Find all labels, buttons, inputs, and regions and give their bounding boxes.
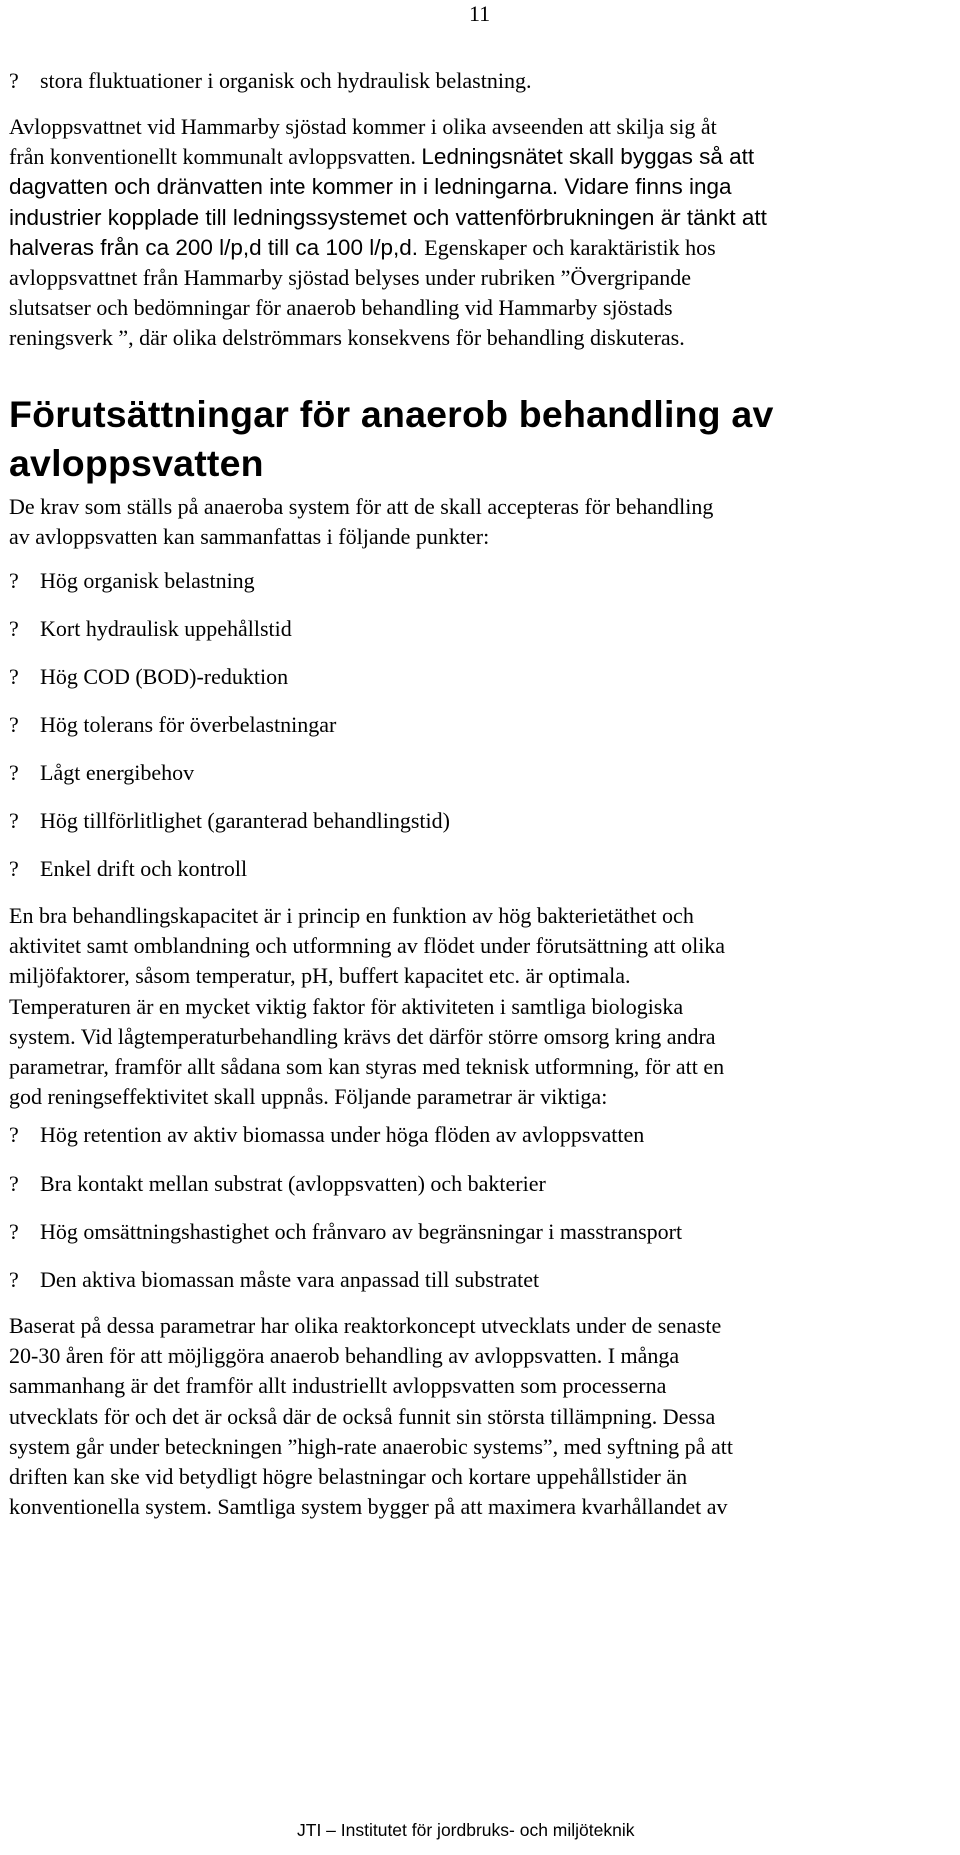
parameter-item — [9, 1265, 539, 1295]
intro-text-serif: reningsverk ”, där olika delströmmars konsekvens för behandling diskuteras. — [9, 325, 685, 351]
intro-text-sans: industrier kopplade till ledningssystemet och vattenförbrukningen är tänkt att — [9, 204, 767, 230]
requirement-item — [9, 566, 255, 596]
paragraph-line: system går under beteckningen ”high-rate anaerobic systems”, med syftning på att — [9, 1433, 733, 1459]
requirement-item — [9, 710, 336, 740]
paragraph-line: Temperaturen är en mycket viktig faktor för aktiviteten i samtliga biologiska — [9, 993, 684, 1019]
bullet-text: Bra kontakt mellan substrat (avloppsvatten) och bakterier — [40, 1171, 546, 1196]
paragraph-line: driften kan ske vid betydligt högre belastningar och kortare uppehållstider än — [9, 1463, 688, 1489]
intro-line — [9, 323, 956, 353]
intro-line — [9, 293, 956, 323]
paragraph-line: Baserat på dessa parametrar har olika reaktorkoncept utvecklats under de senaste — [9, 1313, 722, 1338]
parameter-item — [9, 1169, 546, 1199]
paragraph-line: utvecklats för och det är också där de också funnit sin största tillämpning. Dessa — [9, 1403, 716, 1429]
requirement-item — [9, 854, 247, 884]
requirement-item — [9, 662, 288, 692]
top-bullet-item — [9, 66, 531, 96]
bullet-mark: ? — [9, 1219, 19, 1244]
paragraph-line: av avloppsvatten kan sammanfattas i följande punkter: — [9, 524, 490, 550]
intro-text-sans: halveras från ca 200 l/p,d till ca 100 l/p,d. — [9, 234, 425, 260]
intro-text-serif: slutsatser och bedömningar för anaerob behandling vid Hammarby sjöstads — [9, 295, 673, 321]
intro-text-serif: Avloppsvattnet vid Hammarby sjöstad kommer i olika avseenden att skilja sig åt — [9, 114, 717, 139]
bullet-mark: ? — [9, 616, 19, 641]
paragraph-line: parametrar, framför allt sådana som kan styras med teknisk utformning, för att en — [9, 1053, 725, 1079]
intro-text-sans: Ledningsnätet skall byggas så att — [421, 144, 755, 170]
bullet-text: Den aktiva biomassan måste vara anpassad till substratet — [40, 1267, 540, 1292]
bullet-text: stora fluktuationer i organisk och hydraulisk belastning. — [40, 68, 532, 93]
paragraph-line: sammanhang är det framför allt industriellt avloppsvatten som processerna — [9, 1373, 667, 1399]
page-footer: JTI – Institutet för jordbruks- och miljöteknik — [297, 1820, 635, 1840]
paragraph-line: system. Vid lågtemperaturbehandling krävs det därför större omsorg kring andra — [9, 1023, 716, 1049]
bullet-text: Hög omsättningshastighet och frånvaro av begränsningar i masstransport — [40, 1219, 683, 1244]
requirement-item — [9, 614, 292, 644]
paragraph-line: De krav som ställs på anaeroba system för att de skall accepteras för behandling — [9, 494, 714, 519]
bullet-mark: ? — [9, 664, 19, 689]
bullet-mark: ? — [9, 1171, 19, 1196]
intro-text-sans: dagvatten och dränvatten inte kommer in i ledningarna. Vidare finns inga — [9, 174, 732, 200]
page-number: 11 — [469, 1, 491, 26]
bullet-text: Kort hydraulisk uppehållstid — [40, 616, 292, 641]
bullet-mark: ? — [9, 808, 19, 833]
intro-paragraph — [9, 112, 956, 354]
heading-line: Förutsättningar för anaerob behandling av — [9, 393, 774, 435]
parameter-item — [9, 1120, 644, 1150]
bullet-mark: ? — [9, 760, 19, 785]
bullet-text: Hög retention av aktiv biomassa under höga flöden av avloppsvatten — [40, 1122, 645, 1147]
intro-line — [9, 112, 956, 142]
intro-line — [9, 142, 956, 172]
intro-line — [9, 263, 956, 293]
bullet-text: Hög COD (BOD)-reduktion — [40, 664, 289, 689]
paragraph-line: miljöfaktorer, såsom temperatur, pH, buffert kapacitet etc. är optimala. — [9, 963, 631, 989]
intro-text-serif: avloppsvattnet från Hammarby sjöstad belyses under rubriken ”Övergripande — [9, 264, 691, 290]
intro-text-serif: Egenskaper och karaktäristik hos — [424, 234, 716, 260]
requirements-intro — [9, 492, 956, 552]
bullet-mark: ? — [9, 856, 19, 881]
paragraph-line: 20-30 åren för att möjliggöra anaerob behandling av avloppsvatten. I många — [9, 1343, 680, 1369]
paragraph-line: konventionella system. Samtliga system bygger på att maximera kvarhållandet av — [9, 1494, 728, 1520]
intro-line — [9, 233, 956, 263]
bullet-text: Lågt energibehov — [40, 760, 195, 785]
bullet-text: Enkel drift och kontroll — [40, 856, 248, 881]
bullet-mark: ? — [9, 568, 19, 593]
bullet-text: Hög tillförlitlighet (garanterad behandlingstid) — [40, 808, 450, 833]
capacity-paragraph — [9, 901, 956, 1112]
bullet-mark: ? — [9, 1122, 19, 1147]
bullet-text: Hög tolerans för överbelastningar — [40, 712, 337, 737]
bullet-mark: ? — [9, 1267, 19, 1292]
requirement-item — [9, 806, 450, 836]
heading-line: avloppsvatten — [9, 442, 264, 484]
intro-line — [9, 203, 956, 233]
bullet-mark: ? — [9, 712, 19, 737]
intro-text-serif: från konventionellt kommunalt avloppsvatten. — [9, 144, 422, 170]
parameter-item — [9, 1217, 682, 1247]
paragraph-line: aktivitet samt omblandning och utformning av flödet under förutsättning att olika — [9, 933, 726, 959]
paragraph-line: god reningseffektivitet skall uppnås. Följande parametrar är viktiga: — [9, 1084, 608, 1110]
bullet-text: Hög organisk belastning — [40, 568, 255, 593]
paragraph-line: En bra behandlingskapacitet är i princip en funktion av hög bakterietäthet och — [9, 903, 694, 928]
intro-line — [9, 172, 956, 202]
requirement-item — [9, 758, 194, 788]
bullet-mark: ? — [9, 68, 19, 93]
section-heading — [9, 390, 774, 488]
closing-paragraph — [9, 1311, 956, 1522]
